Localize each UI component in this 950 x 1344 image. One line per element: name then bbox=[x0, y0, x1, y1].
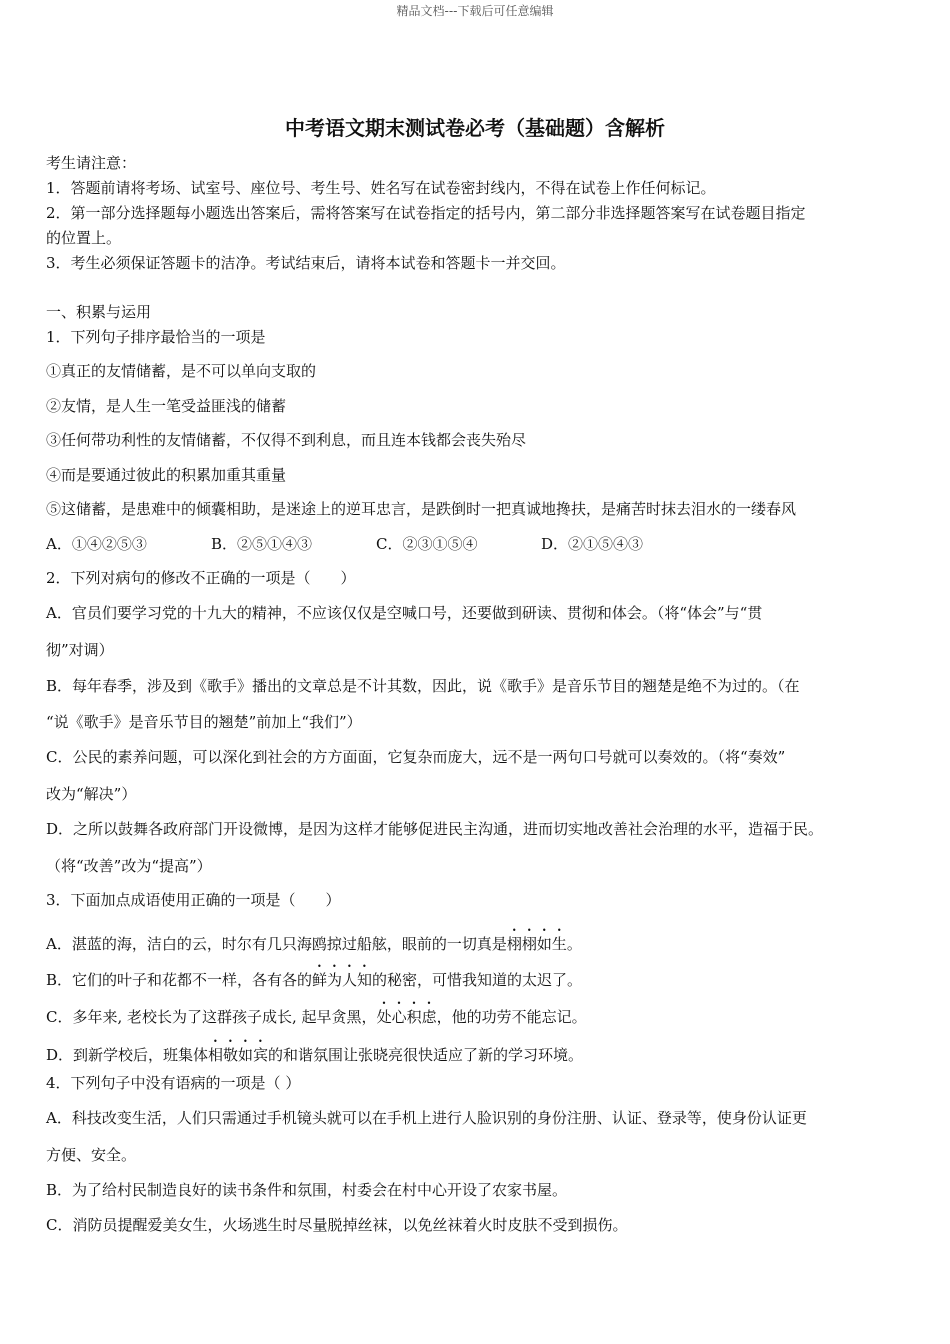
q3-option-d bbox=[46, 1037, 583, 1065]
q4-stem: 4．下列句子中没有语病的一项是（ ） bbox=[46, 1074, 301, 1092]
q2-option-a-cont: 彻”对调） bbox=[46, 641, 114, 659]
q1-sentence-5: ⑤这储蓄，是患难中的倾囊相助，是迷途上的逆耳忠言，是跌倒时一把真诚地搀扶，是痛苦时抹去泪水的一缕春风 bbox=[46, 500, 797, 518]
notice-item: 3．考生必须保证答题卡的洁净。考试结束后，请将本试卷和答题卡一并交回。 bbox=[46, 254, 566, 272]
q4-option-c: C．消防员提醒爱美女生，火场逃生时尽量脱掉丝袜，以免丝袜着火时皮肤不受到损伤。 bbox=[46, 1216, 628, 1234]
q2-stem: 2．下列对病句的修改不正确的一项是（ ） bbox=[46, 569, 356, 587]
q1-sentence-1: ①真正的友情储蓄，是不可以单向支取的 bbox=[46, 362, 317, 380]
q1-sentence-4: ④而是要通过彼此的积累加重其重量 bbox=[46, 466, 287, 484]
notice-heading: 考生请注意： bbox=[46, 154, 137, 172]
q2-option-a: A．官员们要学习党的十九大的精神，不应该仅仅是空喊口号，还要做到研读、贯彻和体会。（将“体会”与“贯 bbox=[46, 604, 763, 622]
q1-option-d: D．②①⑤④③ bbox=[541, 535, 644, 553]
text: 的秘密，可惜我知道的太迟了。 bbox=[372, 971, 583, 989]
notice-item: 1．答题前请将考场、试室号、座位号、考生号、姓名写在试卷密封线内，不得在试卷上作任何标记。 bbox=[46, 179, 716, 197]
q2-option-d-cont: （将“改善”改为“提高”） bbox=[46, 857, 212, 875]
q2-option-b: B．每年春季，涉及到《歌手》播出的文章总是不计其数，因此，说《歌手》是音乐节目的翘楚是绝不为过的。（在 bbox=[46, 677, 800, 695]
text: A．湛蓝的海，洁白的云，时尔有几只海鸥掠过船舷，眼前的一切真是 bbox=[46, 935, 507, 953]
q1-options bbox=[46, 534, 643, 554]
q2-option-c-cont: 改为“解决”） bbox=[46, 785, 137, 803]
q1-option-c: C．②③①⑤④ bbox=[376, 535, 478, 553]
q4-option-a-cont: 方便、安全。 bbox=[46, 1146, 137, 1164]
q1-sentence-2: ②友情，是人生一笔受益匪浅的储蓄 bbox=[46, 397, 287, 415]
page-header: 精品文档---下载后可任意编辑 bbox=[396, 4, 554, 18]
q3-stem: 3．下面加点成语使用正确的一项是（ ） bbox=[46, 891, 341, 909]
text: C．多年来, 老校长为了这群孩子成长, 起早贪黑， bbox=[46, 1008, 377, 1026]
dotted-idiom: 鲜为人知 bbox=[312, 971, 373, 989]
q2-option-d: D．之所以鼓舞各政府部门开设微博，是因为这样才能够促进民主沟通，进而切实地改善社会治理的水平，造福于民。 bbox=[46, 820, 824, 838]
text: D．到新学校后，班集体 bbox=[46, 1046, 209, 1064]
text: B．它们的叶子和花都不一样，各有各的 bbox=[46, 971, 313, 989]
q2-option-c: C．公民的素养问题，可以深化到社会的方方面面，它复杂而庞大，远不是一两句口号就可以奏效的。（将“奏效” bbox=[46, 748, 786, 766]
dotted-idiom: 相敬如宾 bbox=[208, 1046, 269, 1064]
q1-option-a: A．①④②⑤③ bbox=[46, 535, 147, 553]
section-heading: 一、积累与运用 bbox=[46, 303, 152, 321]
dotted-idiom: 栩栩如生 bbox=[506, 935, 567, 953]
q3-option-b bbox=[46, 962, 582, 990]
page-title: 中考语文期末测试卷必考（基础题）含解析 bbox=[285, 116, 665, 140]
dotted-idiom: 处心积虑 bbox=[376, 1008, 437, 1026]
text: ，他的功劳不能忘记。 bbox=[436, 1008, 587, 1026]
q2-option-b-cont: “说《歌手》是音乐节目的翘楚”前加上“我们”） bbox=[46, 713, 362, 731]
notice-item: 2．第一部分选择题每小题选出答案后，需将答案写在试卷指定的括号内，第二部分非选择题答案写在试卷题目指定 bbox=[46, 204, 806, 222]
q1-sentence-3: ③任何带功利性的友情储蓄，不仅得不到利息，而且连本钱都会丧失殆尽 bbox=[46, 431, 527, 449]
q1-option-b: B．②⑤①④③ bbox=[211, 535, 313, 553]
q1-stem: 1．下列句子排序最恰当的一项是 bbox=[46, 328, 266, 346]
q3-option-a bbox=[46, 926, 582, 954]
q4-option-b: B．为了给村民制造良好的读书条件和氛围，村委会在村中心开设了农家书屋。 bbox=[46, 1181, 568, 1199]
q4-option-a: A．科技改变生活，人们只需通过手机镜头就可以在手机上进行人脸识别的身份注册、认证、登录等，使身份认证更 bbox=[46, 1109, 807, 1127]
notice-item: 的位置上。 bbox=[46, 229, 122, 247]
text: 的和谐氛围让张晓亮很快适应了新的学习环境。 bbox=[268, 1046, 584, 1064]
text: 。 bbox=[566, 935, 582, 953]
q3-option-c bbox=[46, 999, 587, 1027]
